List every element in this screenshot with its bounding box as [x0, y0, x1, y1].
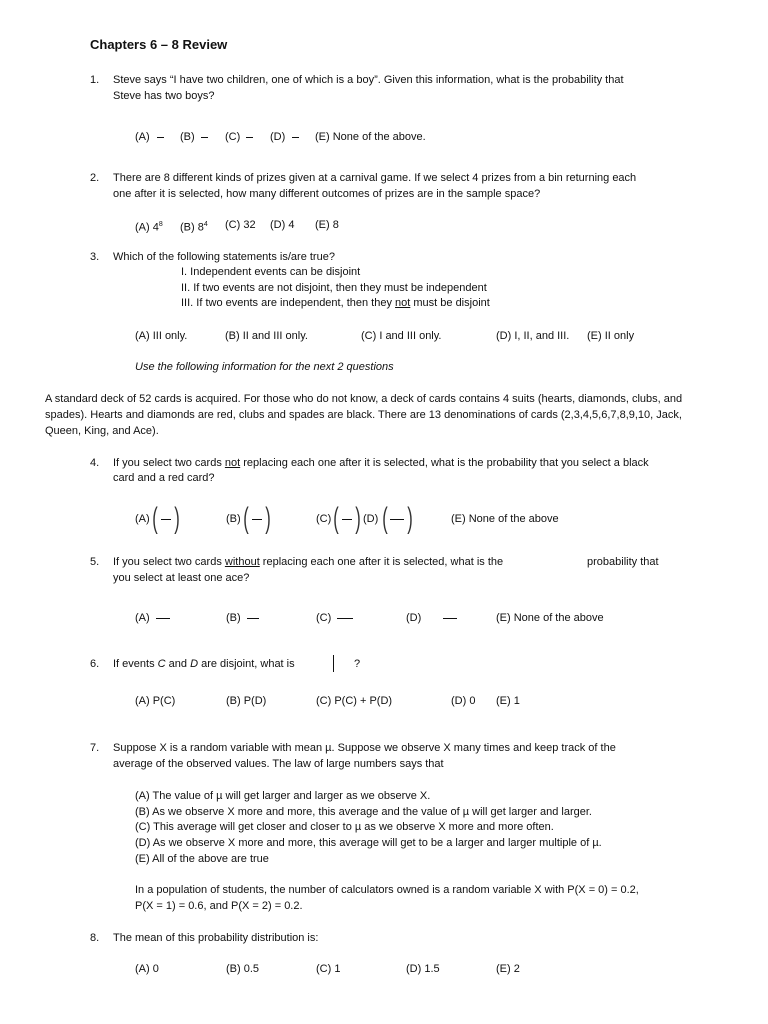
q3-statement-3: III. If two events are independent, then they not must be disjoint: [181, 297, 490, 309]
q7-choice-a: (A) The value of µ will get larger and larger as we observe X.: [135, 790, 431, 802]
q2-choice-a: (A) $4^8$: [135, 221, 163, 234]
q5-choice-d: (D): [406, 612, 422, 624]
q4-choice-a-fraction: [161, 519, 171, 520]
q1-choice-d-fraction: [292, 137, 299, 138]
q1-choice-e: (E) None of the above.: [315, 131, 426, 143]
population-info-line2: P(X = 1) = 0.6, and P(X = 2) = 0.2.: [135, 900, 303, 912]
q6-choice-b: (B) P(D): [226, 695, 267, 707]
q5-choice-d-fraction: [443, 618, 457, 619]
page-title: Chapters 6 – 8 Review: [90, 37, 228, 52]
q3-choice-e: (E) II only: [587, 330, 635, 342]
q1-text-line2: Steve has two boys?: [113, 90, 215, 102]
q8-choice-b: (B) 0.5: [226, 963, 260, 975]
q7-choice-b: (B) As we observe X more and more, this average and the value of µ will get larger and larger.: [135, 806, 592, 818]
deck-info-line3: Queen, King, and Ace).: [45, 425, 159, 437]
q4-choice-a: (A): [135, 513, 150, 525]
q4-text-line2: card and a red card?: [113, 472, 215, 484]
q7-text-line2: average of the observed values. The law of large numbers says that: [113, 758, 444, 770]
q1-choice-a: (A): [135, 131, 150, 143]
q4-choice-c-right-paren: ): [355, 502, 361, 535]
q4-number: 4.: [90, 457, 100, 469]
q7-choice-e: (E) All of the above are true: [135, 853, 269, 865]
q5-choice-b-fraction: [247, 618, 259, 619]
q6-question-mark: ?: [354, 658, 361, 670]
info-note: Use the following information for the next 2 questions: [135, 361, 394, 373]
q3-statement-2: II. If two events are not disjoint, then they must be independent: [181, 282, 487, 294]
q3-number: 3.: [90, 251, 100, 263]
q4-text-line1: If you select two cards not replacing each one after it is selected, what is the probability that you select a black: [113, 457, 649, 469]
q6-conditional-bar: [333, 655, 334, 672]
q1-choice-b-fraction: [201, 137, 208, 138]
q1-choice-c: (C): [225, 131, 241, 143]
q2-number: 2.: [90, 172, 100, 184]
q4-choice-d-fraction: [390, 519, 404, 520]
q3-text: Which of the following statements is/are true?: [113, 251, 335, 263]
q4-choice-c-fraction: [342, 519, 352, 520]
q7-choice-d: (D) As we observe X more and more, this average will get to be a larger and larger multiple of µ.: [135, 837, 602, 849]
q6-choice-d: (D) 0: [451, 695, 476, 707]
q7-text-line1: Suppose X is a random variable with mean µ. Suppose we observe X many times and keep track of the: [113, 742, 616, 754]
q2-text-line2: one after it is selected, how many different outcomes of prizes are in the sample space?: [113, 188, 541, 200]
q2-choice-e: (E) 8: [315, 219, 339, 231]
q6-text: If events C and D are disjoint, what is: [113, 658, 295, 670]
q5-text-line1-end: probability that: [587, 556, 659, 568]
q4-choice-a-left-paren: (: [152, 502, 158, 535]
q5-text-line2: you select at least one ace?: [113, 572, 250, 584]
q3-choice-a: (A) III only.: [135, 330, 188, 342]
q8-choice-d: (D) 1.5: [406, 963, 440, 975]
q8-number: 8.: [90, 932, 100, 944]
q5-choice-c-fraction: [337, 618, 353, 619]
q4-choice-b-left-paren: (: [243, 502, 249, 535]
q8-choice-e: (E) 2: [496, 963, 520, 975]
q6-choice-c: (C) P(C) + P(D): [316, 695, 393, 707]
q4-choice-c: (C): [316, 513, 332, 525]
q8-choice-c: (C) 1: [316, 963, 341, 975]
q2-choice-b: (B) $8^4$: [180, 221, 208, 234]
q4-choice-d: (D): [363, 513, 379, 525]
q3-choice-b: (B) II and III only.: [225, 330, 308, 342]
deck-info-line2: spades). Hearts and diamonds are red, clubs and spades are black. There are 13 denominations of cards (2,3,4,5,6,7,8,9,10, Jack,: [45, 409, 682, 421]
q1-choice-a-fraction: [157, 137, 164, 138]
q3-statement-1: I. Independent events can be disjoint: [181, 266, 361, 278]
q1-choice-b: (B): [180, 131, 195, 143]
q3-choice-d: (D) I, II, and III.: [496, 330, 570, 342]
q1-text-line1: Steve says “I have two children, one of which is a boy”. Given this information, what is the probability that: [113, 74, 624, 86]
q4-choice-b: (B): [226, 513, 241, 525]
q5-text-line1: If you select two cards without replacing each one after it is selected, what is the: [113, 556, 504, 568]
q4-choice-a-right-paren: ): [174, 502, 180, 535]
q1-number: 1.: [90, 74, 100, 86]
q6-choice-e: (E) 1: [496, 695, 520, 707]
q1-choice-d: (D): [270, 131, 286, 143]
q2-choice-c: (C) 32: [225, 219, 256, 231]
q7-number: 7.: [90, 742, 100, 754]
q4-choice-b-right-paren: ): [265, 502, 271, 535]
q4-choice-d-right-paren: ): [407, 502, 413, 535]
q2-choice-d: (D) 4: [270, 219, 295, 231]
q2-text-line1: There are 8 different kinds of prizes given at a carnival game. If we select 4 prizes from a bin returning each: [113, 172, 637, 184]
q4-choice-c-left-paren: (: [333, 502, 339, 535]
q5-choice-c: (C): [316, 612, 332, 624]
q3-choice-c: (C) I and III only.: [361, 330, 442, 342]
q8-choice-a: (A) 0: [135, 963, 159, 975]
q7-choice-c: (C) This average will get closer and closer to µ as we observe X more and more often.: [135, 821, 554, 833]
q6-number: 6.: [90, 658, 100, 670]
q1-choice-c-fraction: [246, 137, 253, 138]
deck-info-line1: A standard deck of 52 cards is acquired. For those who do not know, a deck of cards contains 4 suits (hearts, diamonds, clubs, and: [45, 393, 683, 405]
q5-choice-a: (A): [135, 612, 150, 624]
population-info-line1: In a population of students, the number of calculators owned is a random variable X with P(X = 0) = 0.2,: [135, 884, 639, 896]
q6-choice-a: (A) P(C): [135, 695, 176, 707]
q8-text: The mean of this probability distribution is:: [113, 932, 319, 944]
q4-choice-b-fraction: [252, 519, 262, 520]
q5-choice-e: (E) None of the above: [496, 612, 604, 624]
q4-choice-e: (E) None of the above: [451, 513, 559, 525]
q5-choice-b: (B): [226, 612, 241, 624]
q4-choice-d-left-paren: (: [382, 502, 388, 535]
q5-choice-a-fraction: [156, 618, 170, 619]
q5-number: 5.: [90, 556, 100, 568]
